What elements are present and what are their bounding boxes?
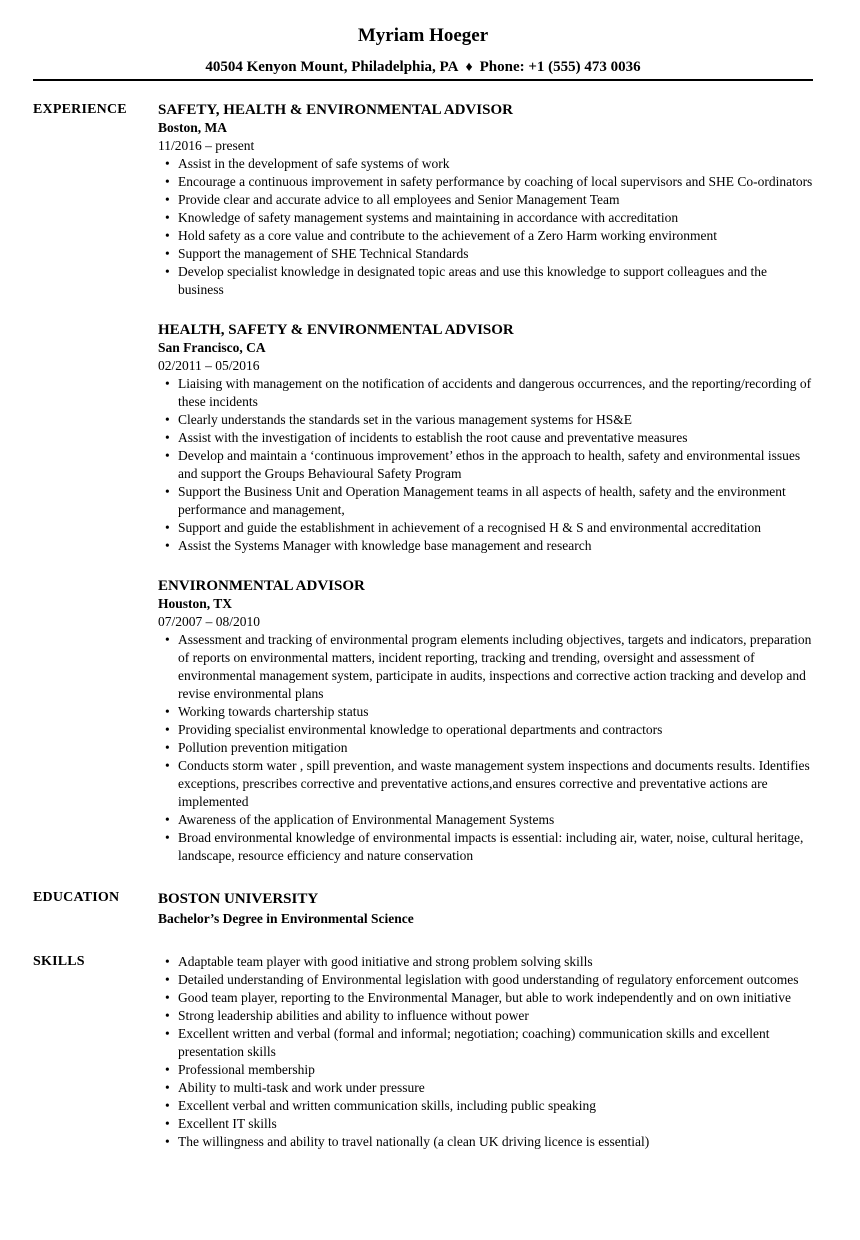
bullet-item: [158, 537, 813, 555]
bullet-text: Assist the Systems Manager with knowledge base management and research: [178, 538, 592, 553]
bullet-icon: [158, 1061, 178, 1079]
bullet-text: Assist in the development of safe systems of work: [178, 156, 450, 171]
bullet-item: [158, 811, 813, 829]
bullet-icon: [158, 375, 178, 411]
bullet-text: Assist with the investigation of incidents to establish the root cause and preventative measures: [178, 430, 688, 445]
job-bullet-list: [158, 631, 813, 865]
bullet-icon: [158, 227, 178, 245]
section-education: [33, 889, 813, 929]
bullet-icon: [158, 953, 178, 971]
bullet-item: [158, 483, 813, 519]
section-label-education: EDUCATION: [33, 890, 120, 905]
bullet-icon: [158, 757, 178, 811]
bullet-text: Support the management of SHE Technical Standards: [178, 246, 469, 261]
job-entry: [158, 577, 813, 865]
bullet-text: Ability to multi-task and work under pressure: [178, 1080, 425, 1095]
bullet-item: [158, 375, 813, 411]
diamond-icon: ♦: [465, 60, 473, 75]
bullet-icon: [158, 173, 178, 191]
bullet-icon: [158, 703, 178, 721]
bullet-text: Pollution prevention mitigation: [178, 740, 348, 755]
contact-address: 40504 Kenyon Mount, Philadelphia, PA: [205, 59, 459, 75]
bullet-icon: [158, 631, 178, 703]
candidate-name: Myriam Hoeger: [357, 25, 489, 46]
resume-body: [33, 101, 813, 1151]
bullet-text: Clearly understands the standards set in the various management systems for HS&E: [178, 412, 633, 427]
bullet-text: Good team player, reporting to the Environmental Manager, but able to work independently and on own initiative: [178, 990, 792, 1005]
job-title: HEALTH, SAFETY & ENVIRONMENTAL ADVISOR: [158, 322, 514, 338]
bullet-icon: [158, 1115, 178, 1133]
bullet-text: Encourage a continuous improvement in safety performance by coaching of local supervisors and SHE Co-ordinators: [178, 174, 813, 189]
bullet-item: [158, 757, 813, 811]
bullet-text: The willingness and ability to travel nationally (a clean UK driving licence is essential): [178, 1134, 650, 1149]
bullet-icon: [158, 811, 178, 829]
bullet-text: Professional membership: [178, 1062, 315, 1077]
job-entry: [158, 101, 813, 299]
contact-phone: Phone: +1 (555) 473 0036: [479, 59, 641, 75]
bullet-item: [158, 703, 813, 721]
bullet-icon: [158, 1133, 178, 1151]
bullet-item: [158, 1007, 813, 1025]
bullet-text: Develop and maintain a ‘continuous improvement’ ethos in the approach to health, safety and environmental issues and support the Groups Behavioural Safety Program: [178, 448, 801, 481]
job-dates: 02/2011 – 05/2016: [158, 358, 260, 373]
bullet-text: Awareness of the application of Environmental Management Systems: [178, 812, 555, 827]
section-label-skills: SKILLS: [33, 954, 85, 969]
section-experience: [33, 101, 813, 865]
bullet-icon: [158, 263, 178, 299]
bullet-icon: [158, 429, 178, 447]
job-bullet-list: [158, 155, 813, 299]
bullet-text: Hold safety as a core value and contribute to the achievement of a Zero Harm working environment: [178, 228, 718, 243]
bullet-icon: [158, 721, 178, 739]
section-label-experience: EXPERIENCE: [33, 102, 127, 117]
bullet-item: [158, 447, 813, 483]
bullet-text: Assessment and tracking of environmental program elements including objectives, targets and indicators, preparation of reports on environmental matters, incident reporting, tracking and trending, oversight and assessment of environmental management system, participate in audits, inspections and corrective action tracking and develop and revise environmental plans: [178, 632, 812, 701]
bullet-item: [158, 1097, 813, 1115]
bullet-text: Adaptable team player with good initiative and strong problem solving skills: [178, 954, 593, 969]
bullet-icon: [158, 447, 178, 483]
bullet-item: [158, 411, 813, 429]
bullet-text: Support and guide the establishment in achievement of a recognised H & S and environmental accreditation: [178, 520, 761, 535]
job-title: ENVIRONMENTAL ADVISOR: [158, 578, 365, 594]
bullet-icon: [158, 1007, 178, 1025]
job-entry: [158, 321, 813, 555]
bullet-item: [158, 721, 813, 739]
bullet-item: [158, 739, 813, 757]
experience-jobs: [158, 101, 813, 865]
bullet-item: [158, 1115, 813, 1133]
job-bullet-list: [158, 375, 813, 555]
bullet-icon: [158, 829, 178, 865]
job-location: Houston, TX: [158, 596, 233, 611]
bullet-text: Provide clear and accurate advice to all employees and Senior Management Team: [178, 192, 620, 207]
job-dates: 07/2007 – 08/2010: [158, 614, 261, 629]
job-dates: 11/2016 – present: [158, 138, 255, 153]
bullet-item: [158, 1079, 813, 1097]
bullet-text: Excellent verbal and written communication skills, including public speaking: [178, 1098, 597, 1113]
bullet-item: [158, 519, 813, 537]
bullet-item: [158, 989, 813, 1007]
job-location: Boston, MA: [158, 120, 228, 135]
bullet-item: [158, 245, 813, 263]
bullet-icon: [158, 411, 178, 429]
bullet-text: Support the Business Unit and Operation Management teams in all aspects of health, safety and the environment performance and management,: [178, 484, 786, 517]
bullet-icon: [158, 537, 178, 555]
header-divider: [33, 79, 813, 81]
bullet-item: [158, 1061, 813, 1079]
bullet-item: [158, 191, 813, 209]
bullet-text: Providing specialist environmental knowledge to operational departments and contractors: [178, 722, 663, 737]
bullet-icon: [158, 519, 178, 537]
bullet-icon: [158, 483, 178, 519]
bullet-item: [158, 971, 813, 989]
bullet-item: [158, 1025, 813, 1061]
job-location: San Francisco, CA: [158, 340, 266, 355]
education-content: [158, 889, 813, 929]
bullet-icon: [158, 1097, 178, 1115]
bullet-icon: [158, 739, 178, 757]
bullet-text: Knowledge of safety management systems and maintaining in accordance with accreditation: [178, 210, 679, 225]
bullet-icon: [158, 191, 178, 209]
bullet-item: [158, 173, 813, 191]
bullet-item: [158, 429, 813, 447]
bullet-item: [158, 227, 813, 245]
contact-line: [33, 60, 813, 75]
job-title: SAFETY, HEALTH & ENVIRONMENTAL ADVISOR: [158, 102, 513, 118]
skills-content: [158, 953, 813, 1151]
bullet-icon: [158, 155, 178, 173]
bullet-icon: [158, 989, 178, 1007]
bullet-item: [158, 209, 813, 227]
bullet-icon: [158, 209, 178, 227]
bullet-item: [158, 155, 813, 173]
bullet-item: [158, 263, 813, 299]
degree-name: Bachelor’s Degree in Environmental Science: [158, 911, 414, 926]
bullet-text: Broad environmental knowledge of environmental impacts is essential: including air, water, noise, cultural heritage, landscape, resource efficiency and nature conservation: [178, 830, 804, 863]
bullet-text: Liaising with management on the notification of accidents and dangerous occurrences, and the reporting/recording of these incidents: [178, 376, 812, 409]
bullet-text: Excellent written and verbal (formal and informal; negotiation; coaching) communication skills and excellent presentation skills: [178, 1026, 770, 1059]
bullet-item: [158, 829, 813, 865]
bullet-item: [158, 1133, 813, 1151]
section-skills: [33, 953, 813, 1151]
bullet-text: Excellent IT skills: [178, 1116, 277, 1131]
bullet-text: Develop specialist knowledge in designated topic areas and use this knowledge to support colleagues and the business: [178, 264, 767, 297]
bullet-icon: [158, 971, 178, 989]
bullet-item: [158, 953, 813, 971]
bullet-icon: [158, 1025, 178, 1061]
bullet-text: Strong leadership abilities and ability to influence without power: [178, 1008, 529, 1023]
bullet-text: Conducts storm water , spill prevention, and waste management system inspections and documents results. Identifies exceptions, prescribes corrective and preventative actions,and ensures corrective and preventative actions are implemented: [178, 758, 810, 809]
bullet-item: [158, 631, 813, 703]
bullet-icon: [158, 245, 178, 263]
skills-bullet-list: [158, 953, 813, 1151]
bullet-text: Detailed understanding of Environmental legislation with good understanding of regulatory enforcement outcomes: [178, 972, 799, 987]
resume-header: [33, 24, 813, 81]
bullet-icon: [158, 1079, 178, 1097]
school-name: BOSTON UNIVERSITY: [158, 891, 319, 907]
bullet-text: Working towards chartership status: [178, 704, 369, 719]
